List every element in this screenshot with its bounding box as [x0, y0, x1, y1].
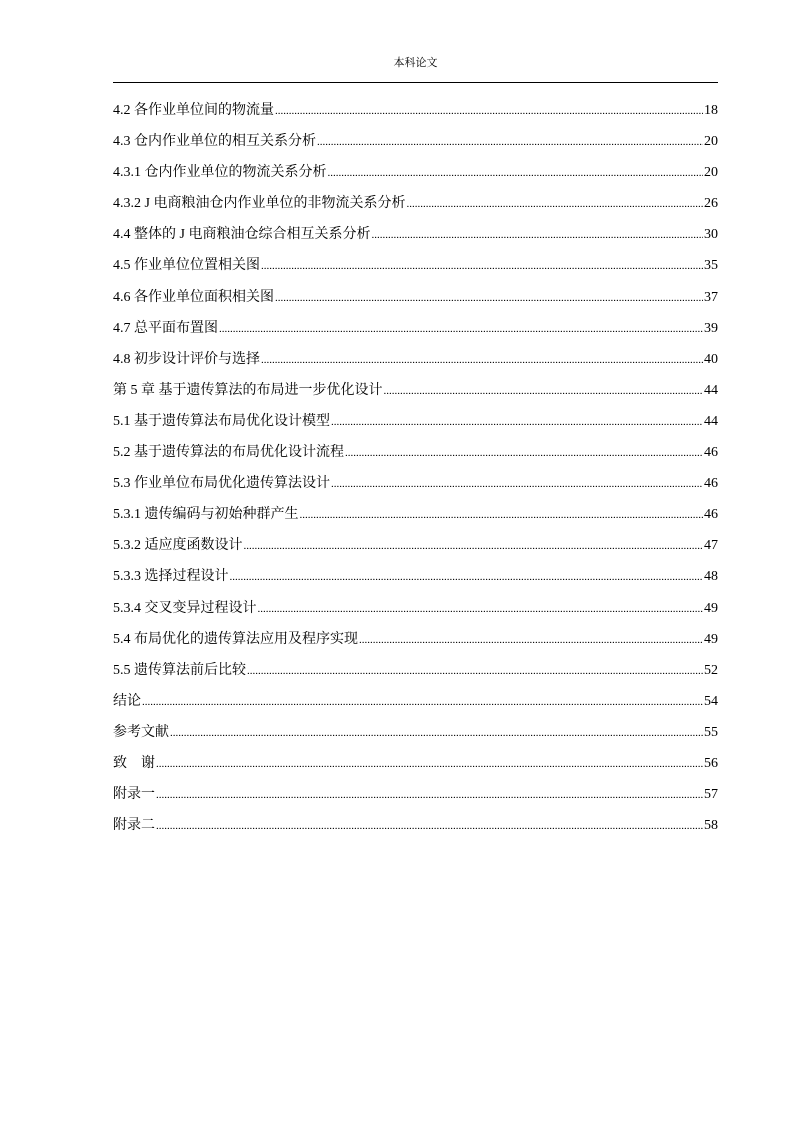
toc-leader-dots: [275, 288, 703, 308]
page-header: [113, 56, 718, 83]
toc-leader-dots: [406, 194, 703, 214]
toc-leader-dots: [156, 785, 703, 805]
toc-entry[interactable]: [113, 443, 718, 474]
toc-entry[interactable]: [113, 225, 718, 256]
toc-entry-page: 56: [704, 755, 718, 771]
toc-entry-page: 37: [704, 289, 718, 305]
toc-entry-page: 18: [704, 103, 718, 118]
toc-entry-page: 54: [704, 693, 718, 709]
toc-entry-page: 20: [704, 134, 718, 150]
toc-leader-dots: [258, 599, 704, 619]
toc-entry-label: 4.7 总平面布置图: [113, 320, 218, 336]
toc-leader-dots: [156, 816, 703, 836]
toc-entry-label: 5.3.3 选择过程设计: [113, 569, 229, 585]
toc-entry[interactable]: [113, 474, 718, 505]
toc-leader-dots: [328, 163, 704, 183]
toc-entry-page: 20: [704, 165, 718, 181]
toc-entry-page: 52: [704, 662, 718, 678]
toc-entry[interactable]: [113, 505, 718, 536]
toc-leader-dots: [156, 754, 703, 774]
toc-entry[interactable]: [113, 661, 718, 692]
toc-entry[interactable]: [113, 412, 718, 443]
toc-entry-label: 4.3.1 仓内作业单位的物流关系分析: [113, 165, 327, 181]
toc-entry[interactable]: [113, 630, 718, 661]
toc-entry-label: 5.4 布局优化的遗传算法应用及程序实现: [113, 631, 358, 647]
toc-entry[interactable]: [113, 599, 718, 630]
toc-entry-label: 4.2 各作业单位间的物流量: [113, 103, 274, 118]
toc-leader-dots: [261, 350, 703, 370]
toc-entry-label: 5.2 基于遗传算法的布局优化设计流程: [113, 445, 344, 461]
toc-entry-label: 5.1 基于遗传算法布局优化设计模型: [113, 413, 330, 429]
toc-entry-label: 5.3 作业单位布局优化遗传算法设计: [113, 476, 330, 492]
toc-leader-dots: [331, 412, 703, 432]
toc-entry-label: 4.3 仓内作业单位的相互关系分析: [113, 134, 316, 150]
toc-entry[interactable]: [113, 692, 718, 723]
toc-entry-page: 39: [704, 320, 718, 336]
toc-entry[interactable]: [113, 381, 718, 412]
toc-entry[interactable]: [113, 350, 718, 381]
toc-entry-label: 4.8 初步设计评价与选择: [113, 351, 260, 367]
toc-entry[interactable]: [113, 567, 718, 598]
toc-entry-label: 4.3.2 J 电商粮油仓内作业单位的非物流关系分析: [113, 196, 406, 212]
toc-entry-page: 47: [704, 538, 718, 554]
toc-entry[interactable]: [113, 132, 718, 163]
toc-leader-dots: [170, 723, 703, 743]
toc-entry-label: 5.3.4 交叉变异过程设计: [113, 600, 257, 616]
toc-entry-page: 49: [704, 600, 718, 616]
toc-leader-dots: [275, 101, 703, 121]
toc-entry-label: 结论: [113, 693, 141, 709]
toc-entry-page: 49: [704, 631, 718, 647]
toc-leader-dots: [317, 132, 703, 152]
toc-entry-page: 46: [704, 476, 718, 492]
toc-entry[interactable]: [113, 288, 718, 319]
toc-entry-page: 44: [704, 382, 718, 398]
toc-entry-page: 46: [704, 507, 718, 523]
header-title: 本科论文: [393, 57, 438, 69]
toc-entry-label: 5.3.1 遗传编码与初始种群产生: [113, 507, 299, 523]
toc-leader-dots: [300, 505, 704, 525]
toc-entry-label: 第 5 章 基于遗传算法的布局进一步优化设计: [113, 382, 383, 398]
toc-entry-page: 35: [704, 258, 718, 274]
toc-entry[interactable]: [113, 785, 718, 816]
toc-leader-dots: [384, 381, 704, 401]
toc-leader-dots: [371, 225, 703, 245]
toc-entry-label: 致 谢: [113, 755, 155, 771]
toc-entry-label: 4.5 作业单位位置相关图: [113, 258, 260, 274]
toc-leader-dots: [219, 319, 703, 339]
toc-entry[interactable]: [113, 256, 718, 287]
toc-entry[interactable]: [113, 816, 718, 847]
toc-entry-page: 58: [704, 818, 718, 834]
toc-entry-label: 参考文献: [113, 724, 169, 740]
toc-entry-page: 40: [704, 351, 718, 367]
toc-entry-page: 57: [704, 787, 718, 803]
toc-entry[interactable]: [113, 754, 718, 785]
toc-leader-dots: [244, 536, 704, 556]
toc-entry-page: 26: [704, 196, 718, 212]
toc-entry[interactable]: [113, 163, 718, 194]
toc-entry[interactable]: [113, 723, 718, 754]
toc-entry-label: 4.4 整体的 J 电商粮油仓综合相互关系分析: [113, 227, 371, 243]
toc-leader-dots: [142, 692, 703, 712]
toc-leader-dots: [230, 567, 704, 587]
toc-entry[interactable]: [113, 536, 718, 567]
toc-entry-label: 附录一: [113, 787, 155, 803]
toc-entry-page: 30: [704, 227, 718, 243]
toc-entry[interactable]: [113, 101, 718, 132]
toc-entry-label: 5.3.2 适应度函数设计: [113, 538, 243, 554]
toc-entry-label: 5.5 遗传算法前后比较: [113, 662, 246, 678]
toc-leader-dots: [345, 443, 703, 463]
toc-entry[interactable]: [113, 194, 718, 225]
toc-entry-page: 44: [704, 413, 718, 429]
toc-entry-page: 55: [704, 724, 718, 740]
toc-entry-label: 附录二: [113, 818, 155, 834]
toc-leader-dots: [261, 256, 703, 276]
toc-entry[interactable]: [113, 319, 718, 350]
toc-entry-label: 4.6 各作业单位面积相关图: [113, 289, 274, 305]
toc-leader-dots: [247, 661, 703, 681]
toc-leader-dots: [331, 474, 703, 494]
toc-leader-dots: [359, 630, 703, 650]
table-of-contents: [113, 101, 718, 847]
toc-entry-page: 48: [704, 569, 718, 585]
toc-entry-page: 46: [704, 445, 718, 461]
